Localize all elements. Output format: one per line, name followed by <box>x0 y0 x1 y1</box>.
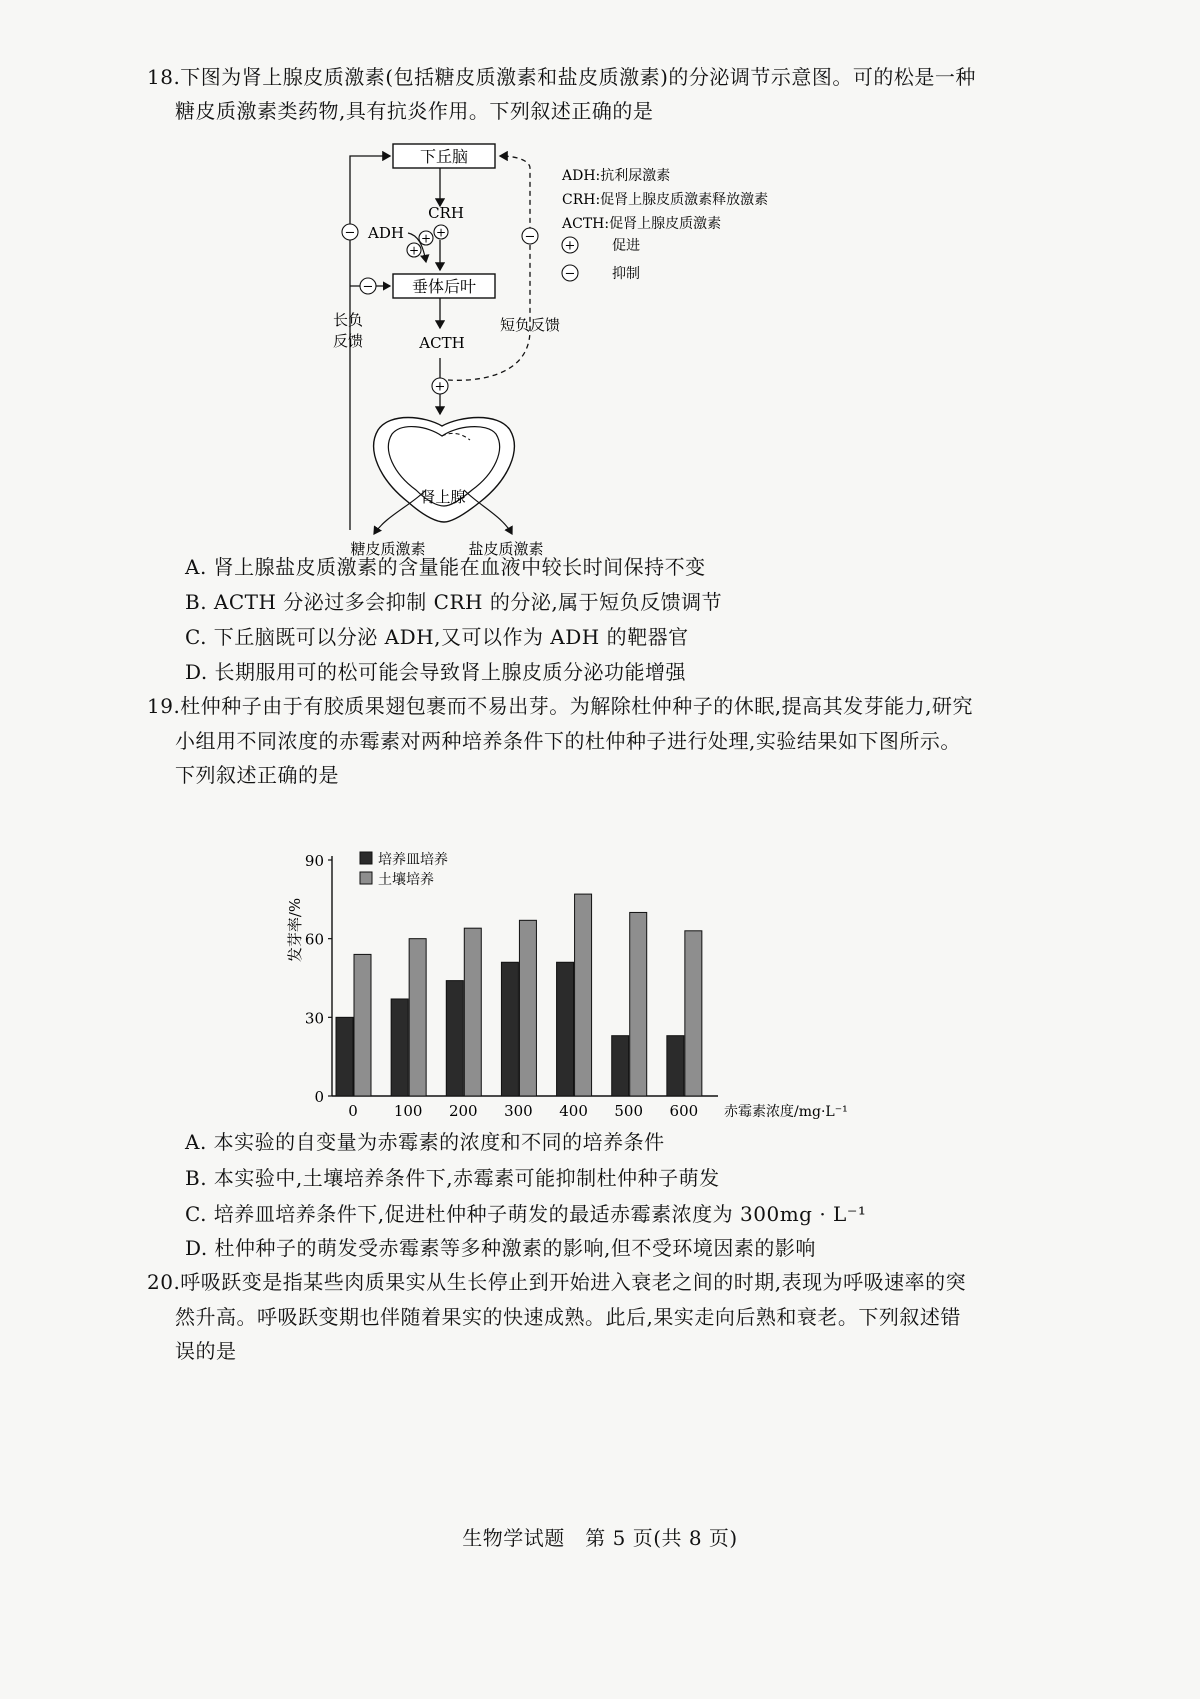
short-feedback-label: 短负反馈 <box>499 316 561 334</box>
mineralocorticoid-label: 盐皮质激素 <box>468 540 544 558</box>
q18-option-a: A. 肾上腺盐皮质激素的含量能在血液中较长时间保持不变 <box>185 555 706 579</box>
legend-label: 培养皿培养 <box>378 852 448 868</box>
bar-petri-dish-300 <box>501 962 518 1096</box>
bar-soil-100 <box>409 939 426 1096</box>
bar-petri-dish-0 <box>336 1017 353 1096</box>
acth-label: ACTH <box>419 334 465 352</box>
x-tick-label: 0 <box>348 1102 358 1120</box>
crh-label: CRH <box>428 204 464 222</box>
q19-stem-line1: 19.杜仲种子由于有胶质果翅包裹而不易出芽。为解除杜仲种子的休眠,提高其发芽能力,研究 <box>147 694 974 718</box>
glucocorticoid-label: 糖皮质激素 <box>350 540 426 558</box>
svg-text:−: − <box>344 225 356 241</box>
adrenal-gland-label: 肾上腺 <box>420 488 466 506</box>
x-tick-label: 400 <box>559 1102 588 1120</box>
svg-text:−: − <box>564 266 576 282</box>
adh-label: ADH <box>368 224 404 242</box>
pituitary-label: 垂体后叶 <box>411 277 477 296</box>
q20-stem-line3: 误的是 <box>175 1339 237 1363</box>
legend-swatch <box>360 852 372 864</box>
bar-soil-500 <box>630 912 647 1096</box>
bar-petri-dish-600 <box>667 1036 684 1096</box>
x-tick-label: 500 <box>614 1102 644 1120</box>
bar-petri-dish-500 <box>612 1036 629 1096</box>
hormone-regulation-diagram <box>330 147 910 590</box>
bar-petri-dish-100 <box>391 999 408 1096</box>
bar-soil-300 <box>519 920 536 1096</box>
q19-stem-line3: 下列叙述正确的是 <box>175 763 339 787</box>
bar-petri-dish-200 <box>446 981 463 1096</box>
q19-option-d: D. 杜仲种子的萌发受赤霉素等多种激素的影响,但不受环境因素的影响 <box>185 1236 816 1260</box>
page-footer: 生物学试题 第 5 页(共 8 页) <box>462 1526 738 1550</box>
svg-text:+: + <box>408 243 420 258</box>
y-tick-label: 60 <box>304 930 324 949</box>
svg-text:−: − <box>524 229 536 245</box>
q19-stem-line2: 小组用不同浓度的赤霉素对两种培养条件下的杜仲种子进行处理,实验结果如下图所示。 <box>175 729 961 753</box>
bar-soil-600 <box>685 931 702 1096</box>
q19-option-b: B. 本实验中,土壤培养条件下,赤霉素可能抑制杜仲种子萌发 <box>185 1166 720 1190</box>
legend-swatch <box>360 872 372 884</box>
svg-text:+: + <box>435 225 447 240</box>
q19-option-c: C. 培养皿培养条件下,促进杜仲种子萌发的最适赤霉素浓度为 300mg · L⁻¹ <box>185 1202 867 1226</box>
q18-option-d: D. 长期服用可的松可能会导致肾上腺皮质分泌功能增强 <box>185 660 687 684</box>
legend-adh: ADH:抗利尿激素 <box>562 168 671 184</box>
chart-legend <box>360 852 448 888</box>
legend-inhibit: 抑制 <box>612 266 640 282</box>
q20-stem-line2: 然升高。呼吸跃变期也伴随着果实的快速成熟。此后,果实走向后熟和衰老。下列叙述错 <box>175 1305 961 1329</box>
q20-stem-line1: 20.呼吸跃变是指某些肉质果实从生长停止到开始进入衰老之间的时期,表现为呼吸速率的突 <box>147 1270 967 1294</box>
hypothalamus-label: 下丘脑 <box>419 147 469 166</box>
bar-soil-0 <box>354 954 371 1096</box>
x-tick-label: 200 <box>448 1102 478 1120</box>
y-axis-label: 发芽率/% <box>286 897 304 963</box>
q18-stem-line2: 糖皮质激素类药物,具有抗炎作用。下列叙述正确的是 <box>175 99 654 123</box>
y-tick-label: 90 <box>304 852 324 870</box>
y-tick-label: 30 <box>304 1009 324 1028</box>
q18-stem-line1: 18.下图为肾上腺皮质激素(包括糖皮质激素和盐皮质激素)的分泌调节示意图。可的松是一种 <box>147 65 976 89</box>
legend-label: 土壤培养 <box>378 872 434 888</box>
long-feedback-label-2: 反馈 <box>332 332 364 350</box>
chart-bars <box>336 894 702 1096</box>
bar-soil-200 <box>464 928 481 1096</box>
legend-acth: ACTH:促肾上腺皮质激素 <box>562 216 722 232</box>
y-tick-label: 0 <box>314 1088 324 1106</box>
bar-soil-400 <box>575 894 592 1096</box>
legend-promote: 促进 <box>612 238 640 254</box>
q18-option-c: C. 下丘脑既可以分泌 ADH,又可以作为 ADH 的靶器官 <box>185 625 689 649</box>
legend-crh: CRH:促肾上腺皮质激素释放激素 <box>562 192 769 208</box>
svg-text:+: + <box>564 238 576 254</box>
x-tick-label: 600 <box>669 1102 699 1120</box>
svg-text:+: + <box>434 379 446 395</box>
bar-petri-dish-400 <box>557 962 574 1096</box>
svg-text:−: − <box>362 279 374 295</box>
q19-option-a: A. 本实验的自变量为赤霉素的浓度和不同的培养条件 <box>185 1130 665 1154</box>
x-tick-label: 100 <box>393 1102 423 1120</box>
q18-option-b: B. ACTH 分泌过多会抑制 CRH 的分泌,属于短负反馈调节 <box>185 590 723 614</box>
long-feedback-label-1: 长负 <box>332 311 364 329</box>
x-tick-label: 300 <box>504 1102 533 1120</box>
x-axis-label: 赤霉素浓度/mg·L⁻¹ <box>724 1104 848 1120</box>
svg-text:+: + <box>420 231 432 246</box>
